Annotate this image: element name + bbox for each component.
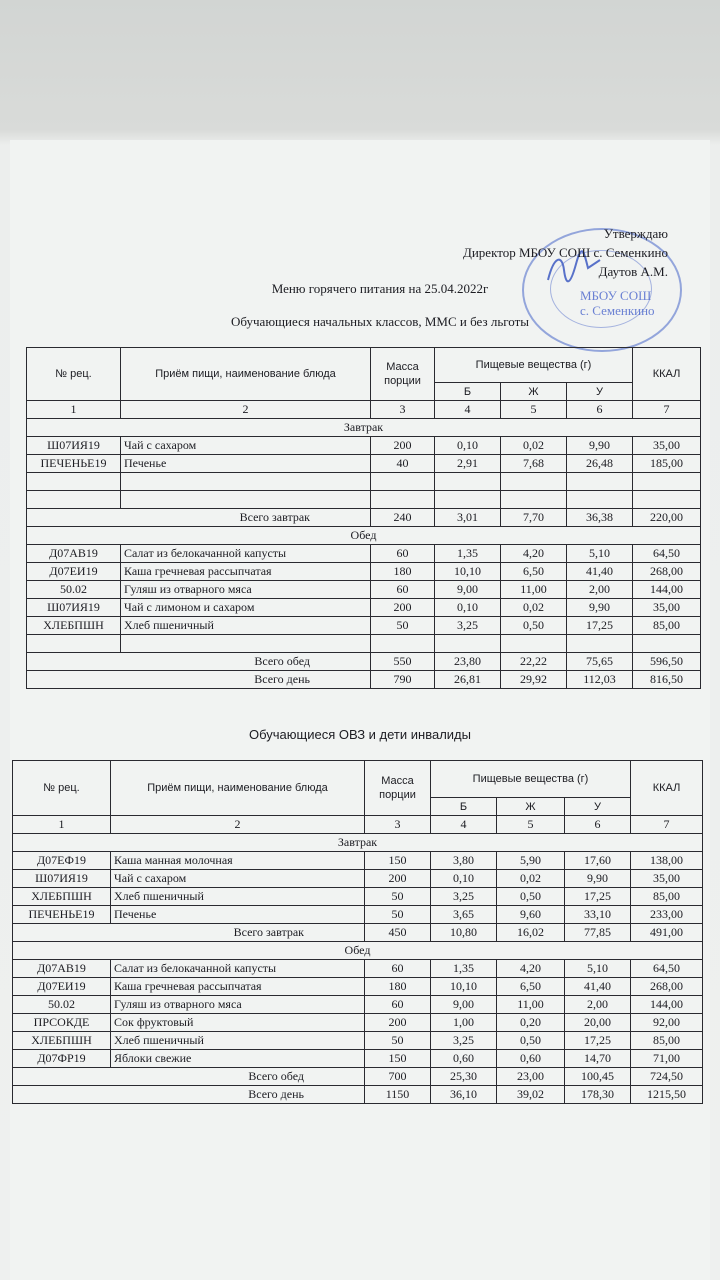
portion-mass: 60 (365, 960, 431, 978)
carb-value: 17,25 (565, 1032, 631, 1050)
carb-value: 17,25 (565, 888, 631, 906)
recipe-code: Д07АВ19 (27, 545, 121, 563)
fat-value: 0,02 (501, 599, 567, 617)
table-row (13, 1032, 703, 1050)
col-number: 6 (565, 816, 631, 834)
dish-name: Гуляш из отварного мяса (121, 581, 371, 599)
kcal-value: 64,50 (631, 960, 703, 978)
protein-value (435, 473, 501, 491)
recipe-code: ХЛЕБПШН (13, 1032, 111, 1050)
portion-mass: 50 (365, 888, 431, 906)
total-kcal: 491,00 (631, 924, 703, 942)
director-name: Даутов А.М. (598, 264, 668, 279)
col-number: 6 (567, 401, 633, 419)
fat-value: 0,20 (497, 1014, 565, 1032)
carb-value (567, 491, 633, 509)
protein-value: 9,00 (431, 996, 497, 1014)
table-row (27, 491, 701, 509)
total-protein: 23,80 (435, 653, 501, 671)
total-protein: 36,10 (431, 1086, 497, 1104)
total-label: Всего завтрак (27, 509, 371, 527)
carb-value: 33,10 (565, 906, 631, 924)
recipe-code: Д07ЕИ19 (27, 563, 121, 581)
portion-mass: 200 (365, 870, 431, 888)
total-fat: 39,02 (497, 1086, 565, 1104)
fat-value: 0,02 (497, 870, 565, 888)
carb-value: 20,00 (565, 1014, 631, 1032)
table-row (13, 870, 703, 888)
carb-value (567, 635, 633, 653)
total-protein: 26,81 (435, 671, 501, 689)
fat-value: 9,60 (497, 906, 565, 924)
total-carb: 100,45 (565, 1068, 631, 1086)
table-row (13, 960, 703, 978)
column-numbers-row (13, 816, 703, 834)
recipe-code: ХЛЕБПШН (27, 617, 121, 635)
protein-value: 3,25 (435, 617, 501, 635)
portion-mass: 180 (371, 563, 435, 581)
table-row (27, 581, 701, 599)
table-row (13, 852, 703, 870)
total-fat: 7,70 (501, 509, 567, 527)
total-protein: 3,01 (435, 509, 501, 527)
col-zh-header: Ж (497, 798, 565, 816)
portion-mass: 50 (365, 906, 431, 924)
portion-mass: 180 (365, 978, 431, 996)
portion-mass: 150 (365, 852, 431, 870)
portion-mass: 60 (365, 996, 431, 1014)
total-kcal: 596,50 (633, 653, 701, 671)
dish-name (121, 491, 371, 509)
kcal-value: 185,00 (633, 455, 701, 473)
col-mass-header: Масса порции (371, 348, 435, 401)
carb-value: 2,00 (567, 581, 633, 599)
total-row (27, 653, 701, 671)
total-kcal: 1215,50 (631, 1086, 703, 1104)
total-carb: 36,38 (567, 509, 633, 527)
col-number: 1 (27, 401, 121, 419)
dish-name: Чай с сахаром (111, 870, 365, 888)
stamp-line-1: МБОУ СОШ (580, 288, 652, 303)
total-label: Всего обед (13, 1068, 365, 1086)
fat-value: 0,50 (497, 888, 565, 906)
recipe-code: ПРСОКДЕ (13, 1014, 111, 1032)
total-carb: 75,65 (567, 653, 633, 671)
kcal-value: 64,50 (633, 545, 701, 563)
dish-name: Чай с лимоном и сахаром (121, 599, 371, 617)
dish-name: Печенье (111, 906, 365, 924)
kcal-value: 233,00 (631, 906, 703, 924)
fat-value: 4,20 (497, 960, 565, 978)
fat-value: 0,50 (497, 1032, 565, 1050)
carb-value: 2,00 (565, 996, 631, 1014)
recipe-code: Ш07ИЯ19 (27, 437, 121, 455)
protein-value: 1,35 (431, 960, 497, 978)
portion-mass (371, 473, 435, 491)
col-number: 1 (13, 816, 111, 834)
recipe-code (27, 635, 121, 653)
protein-value: 3,25 (431, 1032, 497, 1050)
total-row (27, 509, 701, 527)
col-code-header: № рец. (13, 761, 111, 816)
portion-mass (371, 491, 435, 509)
col-nutrients-header: Пищевые вещества (г) (431, 761, 631, 798)
col-mass-header: Масса порции (365, 761, 431, 816)
fat-value (501, 473, 567, 491)
table-row (13, 906, 703, 924)
dish-name: Гуляш из отварного мяса (111, 996, 365, 1014)
protein-value (435, 635, 501, 653)
table-row (27, 617, 701, 635)
col-number: 5 (497, 816, 565, 834)
fat-value: 7,68 (501, 455, 567, 473)
fat-value: 5,90 (497, 852, 565, 870)
dish-name: Салат из белокачанной капусты (121, 545, 371, 563)
total-mass: 550 (371, 653, 435, 671)
carb-value: 17,25 (567, 617, 633, 635)
carb-value: 5,10 (565, 960, 631, 978)
recipe-code: Д07АВ19 (13, 960, 111, 978)
total-label: Всего день (27, 671, 371, 689)
portion-mass: 60 (371, 581, 435, 599)
col-number: 4 (431, 816, 497, 834)
col-number: 2 (121, 401, 371, 419)
protein-value: 2,91 (435, 455, 501, 473)
col-number: 5 (501, 401, 567, 419)
meal-section-label: Завтрак (27, 419, 701, 437)
kcal-value: 85,00 (631, 1032, 703, 1050)
column-numbers-row (27, 401, 701, 419)
recipe-code (27, 491, 121, 509)
dish-name: Яблоки свежие (111, 1050, 365, 1068)
kcal-value: 35,00 (633, 599, 701, 617)
protein-value: 1,35 (435, 545, 501, 563)
kcal-value (633, 473, 701, 491)
meal-section-row (13, 834, 703, 852)
fat-value (501, 491, 567, 509)
kcal-value: 85,00 (633, 617, 701, 635)
col-number: 3 (371, 401, 435, 419)
total-mass: 790 (371, 671, 435, 689)
total-label: Всего завтрак (13, 924, 365, 942)
recipe-code: Ш07ИЯ19 (27, 599, 121, 617)
col-b-header: Б (431, 798, 497, 816)
recipe-code: ХЛЕБПШН (13, 888, 111, 906)
col-number: 4 (435, 401, 501, 419)
portion-mass: 150 (365, 1050, 431, 1068)
table-row (13, 996, 703, 1014)
protein-value: 0,10 (435, 437, 501, 455)
carb-value: 26,48 (567, 455, 633, 473)
total-kcal: 724,50 (631, 1068, 703, 1086)
meal-section-label: Завтрак (13, 834, 703, 852)
total-label: Всего обед (27, 653, 371, 671)
protein-value: 0,10 (435, 599, 501, 617)
dish-name: Салат из белокачанной капусты (111, 960, 365, 978)
total-mass: 450 (365, 924, 431, 942)
col-u-header: У (567, 383, 633, 401)
col-kcal-header: ККАЛ (631, 761, 703, 816)
total-fat: 16,02 (497, 924, 565, 942)
approval-label: Утверждаю (603, 226, 668, 241)
table-row (13, 888, 703, 906)
kcal-value: 92,00 (631, 1014, 703, 1032)
portion-mass: 60 (371, 545, 435, 563)
recipe-code: ПЕЧЕНЬЕ19 (13, 906, 111, 924)
dish-name: Хлеб пшеничный (111, 888, 365, 906)
protein-value: 3,25 (431, 888, 497, 906)
total-carb: 77,85 (565, 924, 631, 942)
portion-mass: 200 (371, 437, 435, 455)
total-fat: 29,92 (501, 671, 567, 689)
kcal-value: 138,00 (631, 852, 703, 870)
portion-mass: 200 (365, 1014, 431, 1032)
total-row (13, 1086, 703, 1104)
kcal-value: 35,00 (633, 437, 701, 455)
fat-value (501, 635, 567, 653)
portion-mass: 50 (365, 1032, 431, 1050)
portion-mass (371, 635, 435, 653)
col-b-header: Б (435, 383, 501, 401)
total-carb: 178,30 (565, 1086, 631, 1104)
protein-value: 0,10 (431, 870, 497, 888)
carb-value: 9,90 (565, 870, 631, 888)
meal-section-label: Обед (13, 942, 703, 960)
protein-value (435, 491, 501, 509)
total-row (13, 1068, 703, 1086)
total-fat: 23,00 (497, 1068, 565, 1086)
meal-section-row (13, 942, 703, 960)
kcal-value: 144,00 (633, 581, 701, 599)
dish-name (121, 635, 371, 653)
approval-block (463, 224, 668, 281)
dish-name: Каша манная молочная (111, 852, 365, 870)
carb-value: 9,90 (567, 437, 633, 455)
fat-value: 6,50 (501, 563, 567, 581)
kcal-value: 71,00 (631, 1050, 703, 1068)
protein-value: 0,60 (431, 1050, 497, 1068)
portion-mass: 40 (371, 455, 435, 473)
protein-value: 10,10 (435, 563, 501, 581)
total-kcal: 816,50 (633, 671, 701, 689)
carb-value (567, 473, 633, 491)
stamp-line-2: с. Семенкино (580, 303, 655, 318)
carb-value: 41,40 (565, 978, 631, 996)
total-mass: 700 (365, 1068, 431, 1086)
fat-value: 6,50 (497, 978, 565, 996)
fat-value: 4,20 (501, 545, 567, 563)
section-2-title: Обучающиеся ОВЗ и дети инвалиды (249, 727, 471, 742)
carb-value: 17,60 (565, 852, 631, 870)
col-zh-header: Ж (501, 383, 567, 401)
portion-mass: 50 (371, 617, 435, 635)
table-row (13, 978, 703, 996)
meal-section-row (27, 419, 701, 437)
col-kcal-header: ККАЛ (633, 348, 701, 401)
fat-value: 11,00 (497, 996, 565, 1014)
recipe-code: Д07ФР19 (13, 1050, 111, 1068)
recipe-code: Д07ЕФ19 (13, 852, 111, 870)
total-protein: 25,30 (431, 1068, 497, 1086)
table-row (27, 563, 701, 581)
menu-title: Меню горячего питания на 25.04.2022г (271, 281, 489, 296)
kcal-value: 268,00 (633, 563, 701, 581)
total-mass: 1150 (365, 1086, 431, 1104)
protein-value: 3,65 (431, 906, 497, 924)
dish-name (121, 473, 371, 491)
col-dish-header: Приём пищи, наименование блюда (121, 348, 371, 401)
total-protein: 10,80 (431, 924, 497, 942)
carb-value: 14,70 (565, 1050, 631, 1068)
total-row (27, 671, 701, 689)
recipe-code: ПЕЧЕНЬЕ19 (27, 455, 121, 473)
dish-name: Сок фруктовый (111, 1014, 365, 1032)
menu-table-1 (26, 347, 701, 689)
kcal-value: 268,00 (631, 978, 703, 996)
recipe-code (27, 473, 121, 491)
dish-name: Каша гречневая рассыпчатая (111, 978, 365, 996)
carb-value: 9,90 (567, 599, 633, 617)
col-number: 7 (631, 816, 703, 834)
kcal-value: 85,00 (631, 888, 703, 906)
table-row (27, 635, 701, 653)
total-kcal: 220,00 (633, 509, 701, 527)
table-row (13, 1014, 703, 1032)
fat-value: 0,60 (497, 1050, 565, 1068)
dish-name: Хлеб пшеничный (121, 617, 371, 635)
menu-table-2 (12, 760, 703, 1104)
meal-section-row (27, 527, 701, 545)
table-header-row (27, 348, 701, 383)
portion-mass: 200 (371, 599, 435, 617)
col-nutrients-header: Пищевые вещества (г) (435, 348, 633, 383)
protein-value: 3,80 (431, 852, 497, 870)
carb-value: 41,40 (567, 563, 633, 581)
table-row (27, 455, 701, 473)
protein-value: 9,00 (435, 581, 501, 599)
kcal-value: 35,00 (631, 870, 703, 888)
meal-section-label: Обед (27, 527, 701, 545)
total-row (13, 924, 703, 942)
col-u-header: У (565, 798, 631, 816)
recipe-code: 50.02 (27, 581, 121, 599)
table-row (13, 1050, 703, 1068)
kcal-value: 144,00 (631, 996, 703, 1014)
director-title: Директор МБОУ СОШ с. Семенкино (462, 245, 668, 260)
protein-value: 1,00 (431, 1014, 497, 1032)
carb-value: 5,10 (567, 545, 633, 563)
protein-value: 10,10 (431, 978, 497, 996)
recipe-code: Д07ЕИ19 (13, 978, 111, 996)
section-1-title: Обучающиеся начальных классов, ММС и без льготы (231, 314, 529, 329)
kcal-value (633, 491, 701, 509)
fat-value: 11,00 (501, 581, 567, 599)
total-label: Всего день (13, 1086, 365, 1104)
table-row (27, 437, 701, 455)
col-number: 2 (111, 816, 365, 834)
table-row (27, 545, 701, 563)
dish-name: Хлеб пшеничный (111, 1032, 365, 1050)
fat-value: 0,02 (501, 437, 567, 455)
kcal-value (633, 635, 701, 653)
dish-name: Чай с сахаром (121, 437, 371, 455)
dish-name: Печенье (121, 455, 371, 473)
total-mass: 240 (371, 509, 435, 527)
table-row (27, 473, 701, 491)
table-header-row (13, 761, 703, 798)
col-number: 3 (365, 816, 431, 834)
col-code-header: № рец. (27, 348, 121, 401)
recipe-code: Ш07ИЯ19 (13, 870, 111, 888)
col-dish-header: Приём пищи, наименование блюда (111, 761, 365, 816)
total-fat: 22,22 (501, 653, 567, 671)
recipe-code: 50.02 (13, 996, 111, 1014)
total-carb: 112,03 (567, 671, 633, 689)
dish-name: Каша гречневая рассыпчатая (121, 563, 371, 581)
col-number: 7 (633, 401, 701, 419)
table-row (27, 599, 701, 617)
fat-value: 0,50 (501, 617, 567, 635)
